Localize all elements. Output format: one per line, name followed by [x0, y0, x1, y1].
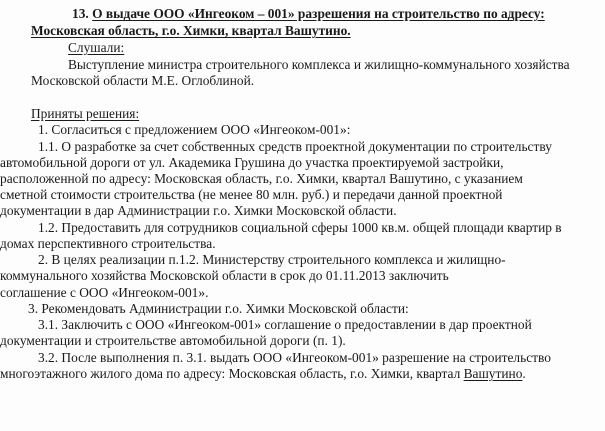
decision-line: 1.2. Предоставить для сотрудников социальной сферы 1000 кв.м. общей площади квартир в [38, 220, 562, 235]
item-title-line-2: Московская область, г.о. Химки, квартал Вашутино. [31, 23, 351, 38]
decision-line: домах перспективного строительства. [0, 236, 216, 251]
decisions-label: Приняты решения: [31, 106, 140, 121]
decision-line: 1.1. О разработке за счет собственных средств проектной документации по строительству [38, 139, 552, 154]
decision-line: 3. Рекомендовать Администрации г.о. Химки Московской области: [28, 301, 409, 316]
decision-line: 2. В целях реализации п.1.2. Министерству строительного комплекса и жилищно- [38, 252, 506, 267]
decision-line: автомобильной дороги от ул. Академика Грушина до участка проектируемой застройки, [0, 155, 504, 170]
decision-line: документации и строительстве автомобильной дороги (п. 1). [0, 333, 346, 348]
heard-line-2: Московской области М.Е. Оглоблиной. [31, 73, 255, 88]
final-period: . [522, 366, 526, 381]
decision-line: 1. Согласиться с предложением ООО «Ингеоком-001»: [38, 122, 351, 137]
decision-line: соглашение с ООО «Ингеоком-001». [0, 285, 209, 300]
decision-line: сметной стоимости строительства (не менее 80 млн. руб.) и передачи данной проектной [0, 187, 503, 202]
decision-line: 3.2. После выполнения п. 3.1. выдать ООО «Ингеоком-001» разрешение на строительство [38, 350, 551, 365]
decision-line: расположенной по адресу: Московская область, г.о. Химки, квартал Вашутино, с указанием [0, 171, 523, 186]
item-title: О выдаче ООО «Ингеоком – 001» разрешения на строительство по адресу: [92, 6, 545, 21]
location-name: Вашутино [463, 366, 523, 381]
heard-line-1: Выступление министра строительного комплекса и жилищно-коммунального хозяйства [68, 57, 570, 72]
item-title-line-1 [72, 6, 545, 22]
decision-line: 3.1. Заключить с ООО «Ингеоком-001» соглашение о предоставлении в дар проектной [38, 317, 532, 332]
item-number: 13. [72, 6, 89, 21]
decision-line: коммунального хозяйства Московской области в срок до 01.11.2013 заключить [0, 268, 449, 283]
decision-line-last-text: многоэтажного жилого дома по адресу: Московская область, г.о. Химки, квартал [0, 366, 461, 381]
decision-line-last [0, 366, 526, 382]
decision-line: документации в дар Администрации г.о. Химки Московской области. [0, 203, 397, 218]
heard-label: Слушали: [68, 40, 125, 55]
